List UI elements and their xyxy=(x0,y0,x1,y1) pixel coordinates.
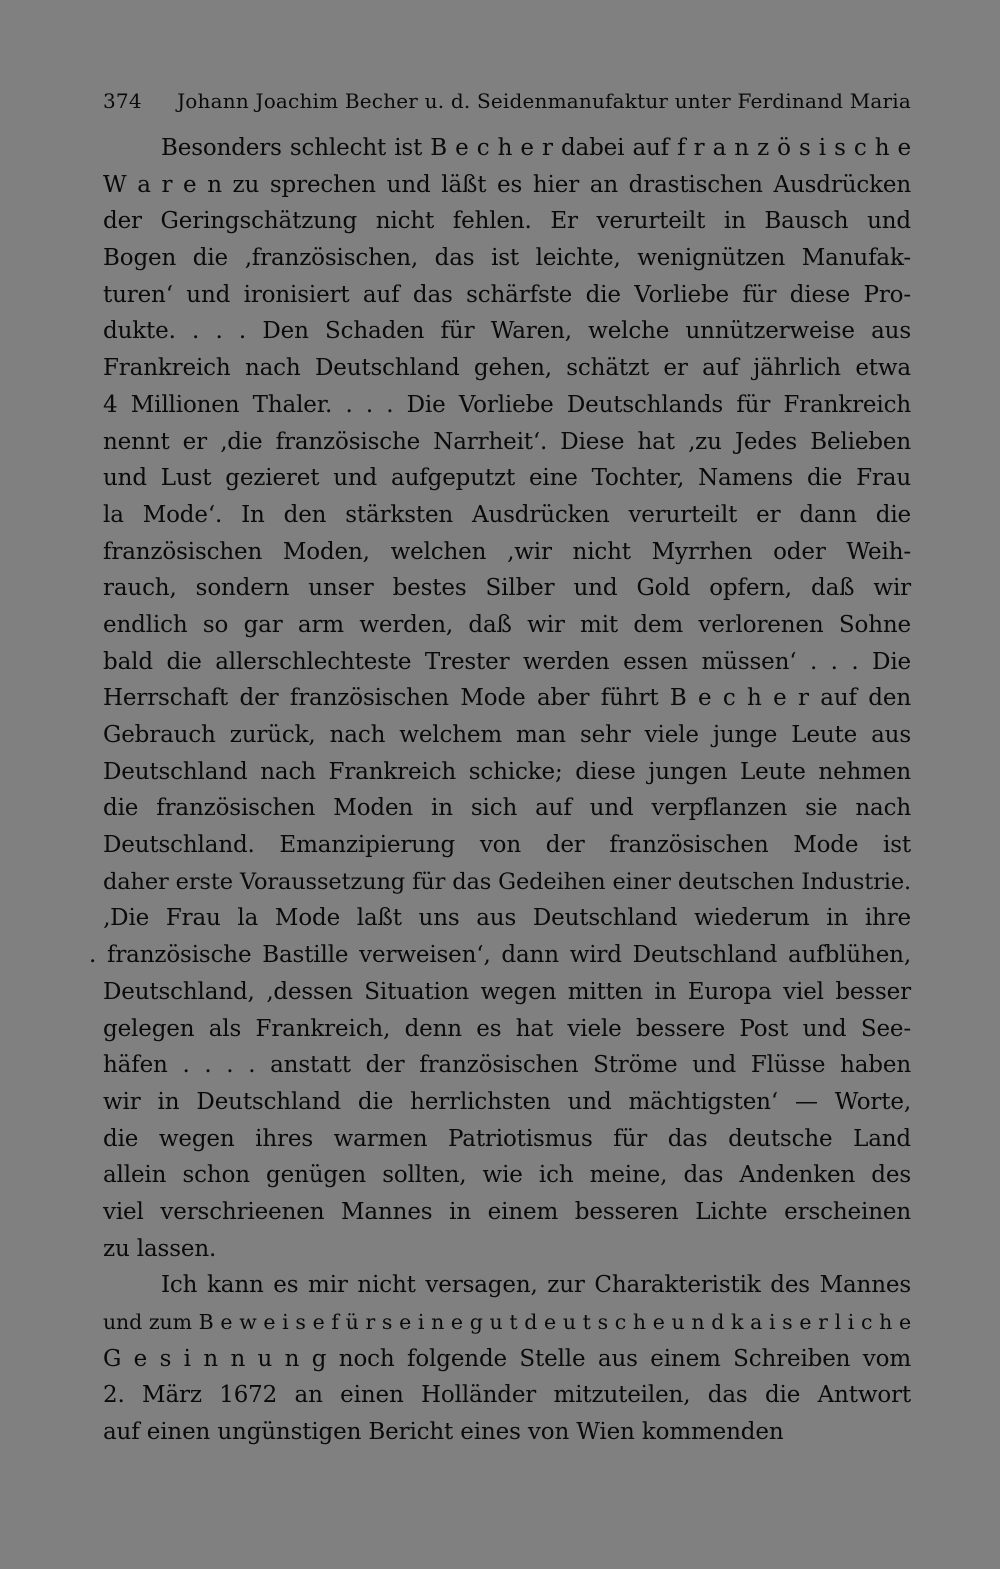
running-title: Johann Joachim Becher u. d. Seidenmanufaktur unter Ferdinand Maria xyxy=(177,89,911,113)
text-line: rauch, sondern unser bestes Silber und Gold opfern, daß wir xyxy=(103,575,911,602)
paragraph xyxy=(89,130,911,1267)
text-line: Deutschland. Emanzipierung von der französischen Mode ist xyxy=(103,832,911,859)
text-line: Herrschaft der französischen Mode aber führt B e c h e r auf den xyxy=(103,685,911,712)
text-line: und Lust gezieret und aufgeputzt eine Tochter, Namens die Frau xyxy=(103,465,911,492)
text-line: la Mode‘. In den stärksten Ausdrücken verurteilt er dann die xyxy=(103,501,911,528)
text-line: 4 Millionen Thaler. . . . Die Vorliebe Deutschlands für Frankreich xyxy=(103,391,911,418)
text-line: die wegen ihres warmen Patriotismus für das deutsche Land xyxy=(103,1125,911,1152)
text-line: häfen . . . . anstatt der französischen Ströme und Flüsse haben xyxy=(103,1052,911,1079)
text-line: Besonders schlecht ist B e c h e r dabei auf f r a n z ö s i s c h e xyxy=(161,135,911,161)
body-text xyxy=(89,130,911,1451)
text-line: ‚Die Frau la Mode laßt uns aus Deutschland wiederum in ihre xyxy=(103,905,911,932)
page-number: 374 xyxy=(103,89,142,113)
text-line: G e s i n n u n g noch folgende Stelle aus einem Schreiben vom xyxy=(103,1345,911,1372)
text-line: allein schon genügen sollten, wie ich meine, das Andenken des xyxy=(103,1162,911,1189)
text-line: dukte. . . . Den Schaden für Waren, welche unnützerweise aus xyxy=(103,318,911,345)
text-line: gelegen als Frankreich, denn es hat viele bessere Post und See- xyxy=(103,1015,911,1042)
text-line: der Geringschätzung nicht fehlen. Er verurteilt in Bausch und xyxy=(103,208,911,235)
text-line: Ich kann es mir nicht versagen, zur Charakteristik des Mannes xyxy=(161,1272,911,1299)
book-page xyxy=(89,78,911,1451)
paragraph xyxy=(103,1267,911,1450)
text-line: französischen Moden, welchen ‚wir nicht Myrrhen oder Weih- xyxy=(103,538,911,565)
text-line: Bogen die ‚französischen, das ist leichte, wenignützen Manufak- xyxy=(103,245,911,272)
text-line: . französische Bastille verweisen‘, dann wird Deutschland aufblühen, xyxy=(89,942,911,969)
text-line: zu lassen. xyxy=(103,1235,217,1262)
text-line: Gebrauch zurück, nach welchem man sehr viele junge Leute aus xyxy=(103,722,911,748)
text-line: nennt er ‚die französische Narrheit‘. Diese hat ‚zu Jedes Belieben xyxy=(103,428,911,455)
text-line: die französischen Moden in sich auf und verpflanzen sie nach xyxy=(103,795,911,822)
text-line: daher erste Voraussetzung für das Gedeihen einer deutschen Industrie. xyxy=(103,868,911,895)
text-line: wir in Deutschland die herrlichsten und mächtigsten‘ — Worte, xyxy=(103,1088,911,1115)
text-line: auf einen ungünstigen Bericht eines von Wien kommenden xyxy=(103,1419,784,1446)
text-line: Deutschland, ‚dessen Situation wegen mitten in Europa viel besser xyxy=(103,978,911,1005)
page-header xyxy=(103,78,911,124)
text-line: Deutschland nach Frankreich schicke; diese jungen Leute nehmen xyxy=(103,758,911,785)
text-line: viel verschrieenen Mannes in einem besseren Lichte erscheinen xyxy=(103,1198,911,1225)
text-line: turen‘ und ironisiert auf das schärfste die Vorliebe für diese Pro- xyxy=(103,281,911,308)
text-line: und zum B e w e i s e f ü r s e i n e g u t d e u t s c h e u n d k a i s e r l i c h e xyxy=(103,1310,911,1334)
text-line: bald die allerschlechteste Trester werden essen müssen‘ . . . Die xyxy=(103,648,911,675)
text-line: W a r e n zu sprechen und läßt es hier an drastischen Ausdrücken xyxy=(103,171,911,198)
text-line: 2. März 1672 an einen Holländer mitzuteilen, das die Antwort xyxy=(103,1382,911,1409)
text-line: Frankreich nach Deutschland gehen, schätzt er auf jährlich etwa xyxy=(103,355,911,382)
text-line: endlich so gar arm werden, daß wir mit dem verlorenen Sohne xyxy=(103,611,911,638)
